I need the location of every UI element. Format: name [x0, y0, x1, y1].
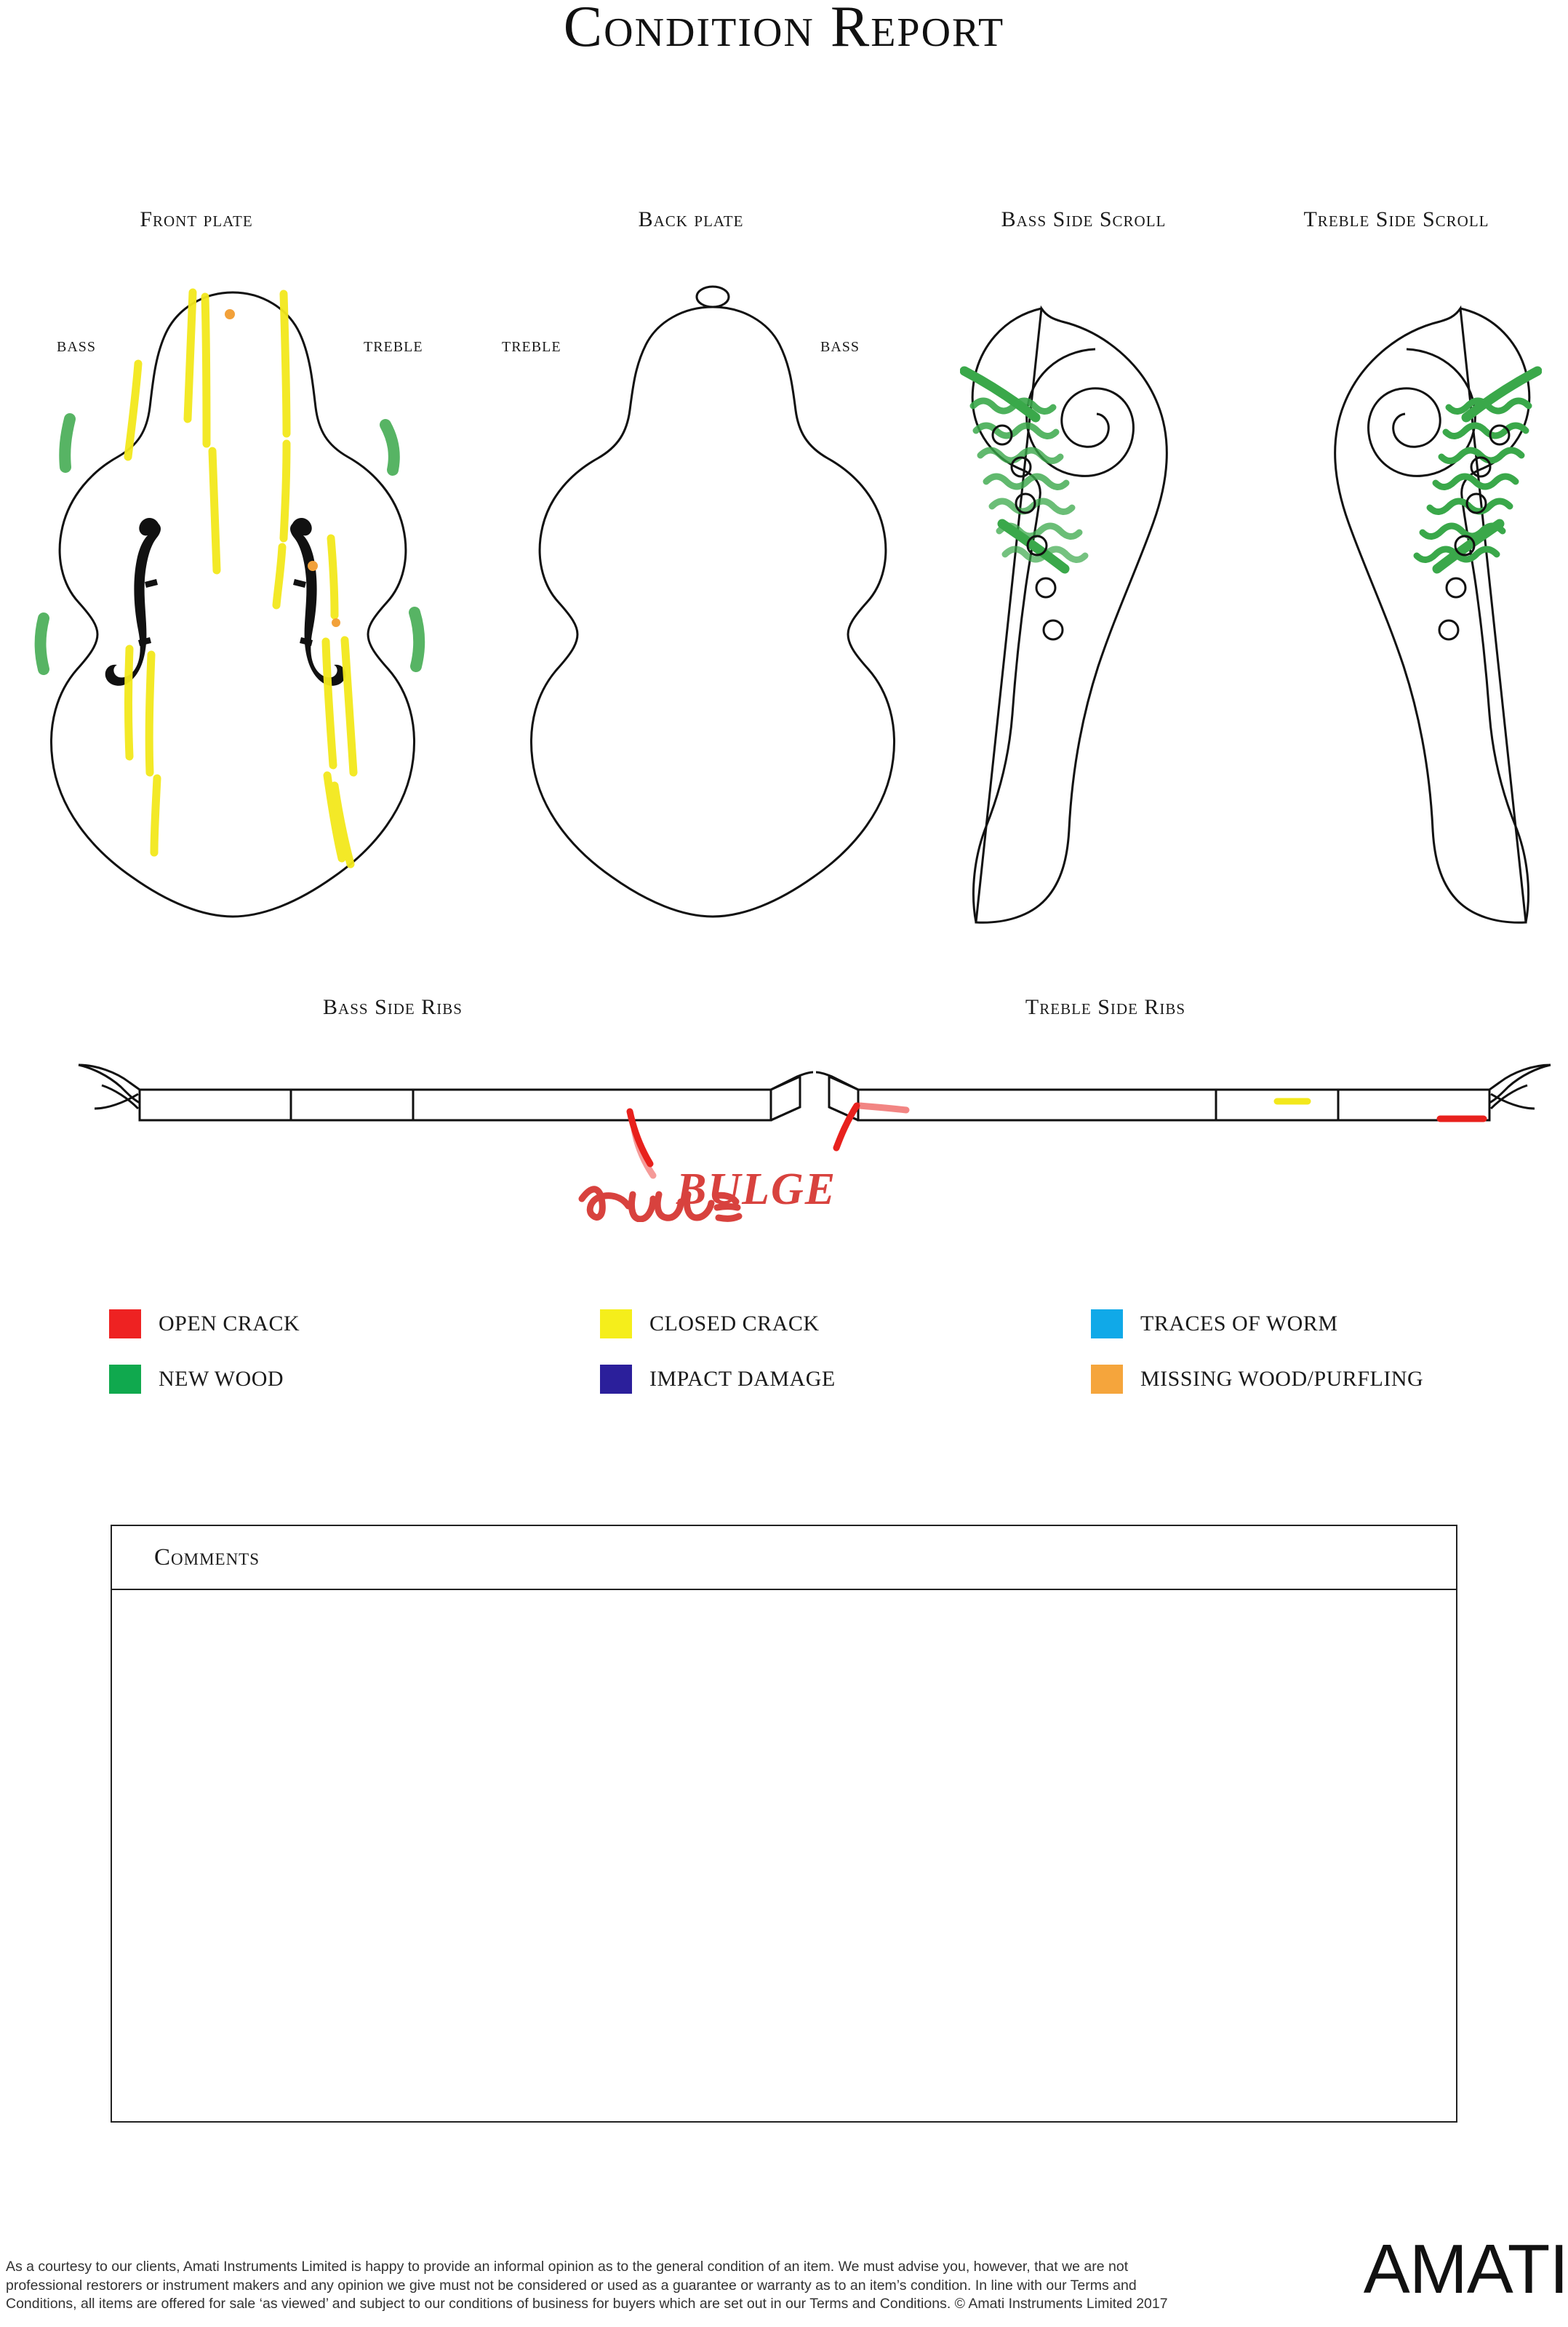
legend-item-new-wood [109, 1365, 600, 1394]
swatch-traces-of-worm [1091, 1309, 1123, 1338]
legend-label-new-wood: NEW WOOD [159, 1367, 284, 1391]
front-plate-diagram [22, 276, 444, 946]
legend-label-open-crack: OPEN CRACK [159, 1312, 300, 1336]
legend-label-missing-wood: MISSING WOOD/PURFLING [1140, 1367, 1424, 1391]
caption-treble-side-scroll: Treble Side Scroll [1303, 207, 1489, 231]
front-plate-bass-label: BASS [57, 339, 97, 355]
legend-label-impact-damage: IMPACT DAMAGE [649, 1367, 836, 1391]
legend [109, 1309, 1491, 1420]
amati-logo [1364, 2230, 1568, 2310]
comments-box [111, 1525, 1457, 2123]
legend-item-closed-crack [600, 1309, 1091, 1338]
footer-disclaimer: As a courtesy to our clients, Amati Instruments Limited is happy to provide an informal opinion as to the general condition of an item. We must advise you, however, that we are not professional restorers or instrument makers and any opinion we give must not be considered or used as a guarantee or warranty as to an item’s condition. In line with our Terms and Conditions, all items are offered for sale ‘as viewed’ and subject to our conditions of business for buyers which are set out in our Terms and Conditions. © Amati Instruments Limited 2017 [6, 2258, 1168, 2312]
comments-input[interactable] [112, 1590, 1456, 2121]
legend-item-missing-wood [1091, 1365, 1491, 1394]
swatch-open-crack [109, 1309, 141, 1338]
comments-title: Comments [154, 1544, 260, 1570]
legend-row-2 [109, 1365, 1491, 1394]
page-title: Condition Report [563, 0, 1005, 59]
swatch-impact-damage [600, 1365, 632, 1394]
legend-item-traces-of-worm [1091, 1309, 1491, 1338]
legend-item-impact-damage [600, 1365, 1091, 1394]
amati-logo-text: AMATI [1363, 2230, 1568, 2308]
caption-back-plate: Back plate [638, 207, 744, 231]
bulge-annotation: BULGE [676, 1165, 837, 1214]
treble-side-ribs-diagram [815, 1033, 1556, 1178]
comments-header [112, 1526, 1456, 1590]
legend-item-open-crack [109, 1309, 600, 1338]
caption-bass-side-scroll: Bass Side Scroll [1001, 207, 1167, 231]
bass-side-scroll-diagram [960, 269, 1222, 946]
swatch-missing-wood [1091, 1365, 1123, 1394]
caption-front-plate: Front plate [140, 207, 253, 231]
caption-treble-side-ribs: Treble Side Ribs [1025, 995, 1186, 1019]
swatch-new-wood [109, 1365, 141, 1394]
caption-bass-side-ribs: Bass Side Ribs [323, 995, 463, 1019]
back-plate-treble-label: TREBLE [502, 339, 561, 355]
front-plate-treble-label: TREBLE [364, 339, 423, 355]
back-plate-diagram [502, 276, 924, 946]
swatch-closed-crack [600, 1309, 632, 1338]
legend-row-1 [109, 1309, 1491, 1338]
back-plate-bass-label: BASS [820, 339, 860, 355]
legend-label-closed-crack: CLOSED CRACK [649, 1312, 820, 1336]
legend-label-traces-of-worm: TRACES OF WORM [1140, 1312, 1338, 1336]
treble-side-scroll-diagram [1280, 269, 1542, 946]
